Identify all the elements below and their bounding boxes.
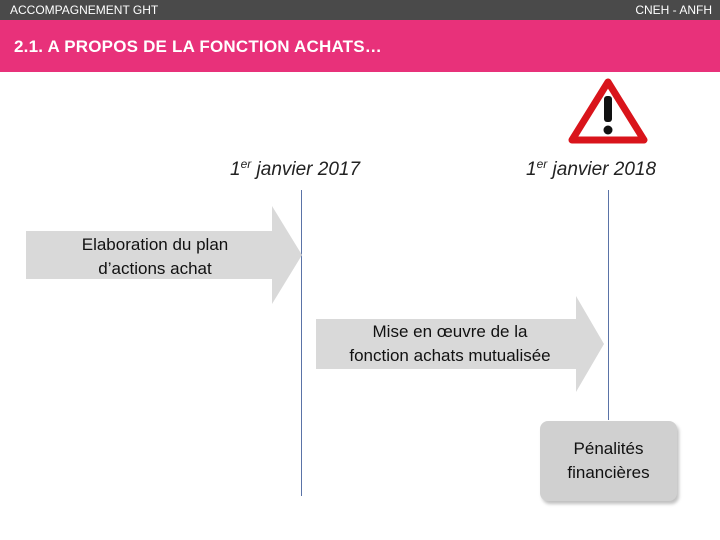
milestone-line-2018	[608, 190, 609, 420]
milestone-date-2018: 1er janvier 2018	[526, 157, 657, 180]
milestone-date-2017: 1er janvier 2017	[230, 157, 361, 180]
title-bar	[0, 20, 720, 72]
header-left-label: ACCOMPAGNEMENT GHT	[10, 3, 159, 17]
warning-triangle-icon	[568, 76, 648, 146]
penalty-label: Pénalités financières	[567, 439, 650, 482]
header-right-label: CNEH - ANFH	[635, 3, 712, 17]
phase-label-planning: Elaboration du plan d’actions achat	[81, 235, 229, 278]
slide-title: 2.1. A PROPOS DE LA FONCTION ACHATS…	[14, 37, 383, 56]
penalty-box	[540, 421, 677, 501]
phase-label-implementation: Mise en œuvre de la fonction achats mutualisée	[349, 322, 551, 365]
header-bar	[0, 0, 720, 20]
